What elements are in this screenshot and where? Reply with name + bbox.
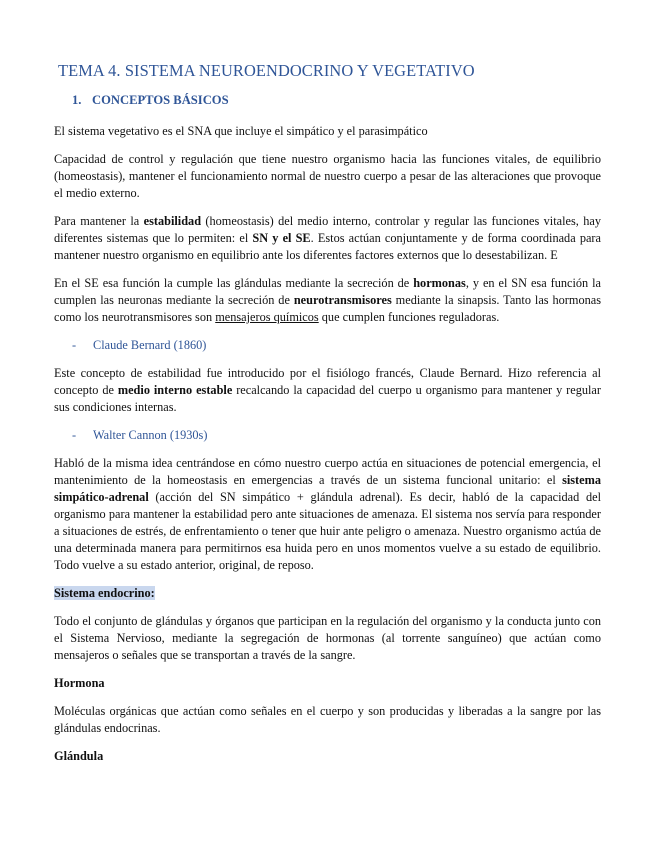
paragraph-capacidad: Capacidad de control y regulación que tiene nuestro organismo hacia las funciones vitales, de equilibrio (homeostasis), mantener el funcionamiento normal de nuestro cuerpo a pesar de las alteraciones que provoque el medio externo. bbox=[54, 152, 601, 200]
bold-term: neurotransmisores bbox=[293, 293, 392, 307]
page-title: TEMA 4. SISTEMA NEUROENDOCRINO Y VEGETATIVO bbox=[58, 61, 475, 80]
text-run: recalcando la capacidad del cuerpo u organismo para mantener y regular sus condiciones internas. bbox=[54, 383, 601, 414]
bold-term: hormonas bbox=[413, 276, 466, 290]
section-number: 1. bbox=[72, 93, 82, 107]
text-run: . Estos actúan conjuntamente y de forma coordinada para mantener nuestro organismo en equilibrio ante los diferentes factores externos que lo desestabilizan. E bbox=[54, 231, 601, 262]
section-heading-conceptos bbox=[72, 93, 229, 108]
bullet-text: Claude Bernard (1860) bbox=[93, 338, 207, 352]
bullet-claude-bernard bbox=[54, 337, 601, 354]
document-body bbox=[54, 123, 601, 776]
bullet-dash: - bbox=[72, 338, 77, 352]
bold-term: estabilidad bbox=[143, 214, 202, 228]
section-label: CONCEPTOS BÁSICOS bbox=[92, 93, 229, 107]
text-run: (homeostasis) del medio interno, controlar y regular las funciones vitales, hay diferentes sistemas que lo permiten: el bbox=[54, 214, 601, 245]
bold-term: sistema simpático-adrenal bbox=[54, 473, 601, 504]
text-run: que cumplen funciones reguladoras. bbox=[318, 310, 500, 324]
bullet-dash: - bbox=[72, 428, 77, 442]
heading-sistema-endocrino bbox=[54, 585, 601, 602]
text-run: En el SE esa función la cumple las glándulas mediante la secreción de bbox=[54, 276, 414, 290]
text-run: Para mantener la bbox=[54, 214, 144, 228]
text-run: (acción del SN simpático + glándula adrenal). Es decir, habló de la capacidad del organismo para mantener la estabilidad pero ante situaciones de amenaza. El sistema nos servía para responder a situaciones de estrés, de enfrentamiento o tener que huir ante peligro o amenaza. Nuestro organismo actúa de una determinada manera para permitirnos esa huida pero en unos momentos vuelve a su estado de equilibrio. Todo vuelve a su estado anterior, original, de reposo. bbox=[54, 490, 601, 572]
heading-glandula: Glándula bbox=[54, 749, 104, 763]
paragraph-endocrino: Todo el conjunto de glándulas y órganos que participan en la regulación del organismo y la conducta junto con el Sistema Nervioso, mediante la segregación de hormonas (al torrente sanguíneo) que actúan como mensajeros o señales que se transportan a través de la sangre. bbox=[54, 614, 601, 662]
paragraph-hormonas-neurotransmisores bbox=[54, 275, 601, 326]
paragraph-cannon bbox=[54, 455, 601, 574]
text-run: , y en el SN esa función la cumplen las neuronas mediante la secreción de bbox=[54, 276, 601, 307]
paragraph-hormona: Moléculas orgánicas que actúan como señales en el cuerpo y son producidas y liberadas a la sangre por las glándulas endocrinas. bbox=[54, 704, 601, 735]
paragraph-bernard bbox=[54, 365, 601, 416]
bullet-text: Walter Cannon (1930s) bbox=[93, 428, 208, 442]
paragraph-estabilidad bbox=[54, 213, 601, 264]
text-run: Habló de la misma idea centrándose en cómo nuestro cuerpo actúa en situaciones de potencial emergencia, el mantenimiento de la homeostasis en emergencias a través de un sistema funcional unitario: el bbox=[54, 456, 601, 487]
bullet-walter-cannon bbox=[54, 427, 601, 444]
paragraph-sna: El sistema vegetativo es el SNA que incluye el simpático y el parasimpático bbox=[54, 124, 428, 138]
heading-hormona: Hormona bbox=[54, 676, 105, 690]
text-run: mediante la sinapsis. Tanto las hormonas como los neurotransmisores son bbox=[54, 293, 601, 324]
text-run: Este concepto de estabilidad fue introducido por el fisiólogo francés, Claude Bernard. Hizo referencia al concepto de bbox=[54, 366, 601, 397]
underlined-term: mensajeros químicos bbox=[215, 310, 319, 324]
bold-term: SN y el SE bbox=[252, 231, 311, 245]
highlighted-heading: Sistema endocrino: bbox=[54, 586, 155, 600]
bold-term: medio interno estable bbox=[117, 383, 233, 397]
